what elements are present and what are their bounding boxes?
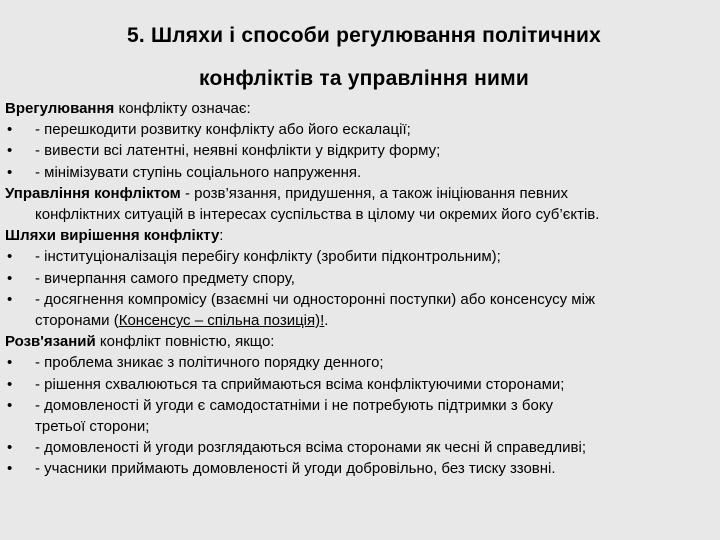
list-item bbox=[5, 352, 715, 373]
list-item-text: - вивести всі латентні, неявні конфлікти у відкриту форму; bbox=[35, 142, 441, 160]
list-item-text: - перешкодити розвитку конфлікту або його ескалації; bbox=[35, 121, 411, 139]
term-resolution-ways: Шляхи вирішення конфлікту bbox=[5, 227, 220, 245]
term-resolved: Розв'язаний bbox=[5, 333, 96, 351]
bullet-icon: • bbox=[7, 142, 13, 160]
list-item bbox=[5, 162, 715, 183]
section-management-heading bbox=[5, 183, 715, 204]
slide-body bbox=[5, 98, 715, 480]
bullet-icon: • bbox=[7, 121, 13, 139]
section-management-continuation: конфліктних ситуацій в інтересах суспільства в цілому чи окремих його суб’єктів. bbox=[35, 206, 600, 224]
bullet-icon: • bbox=[7, 396, 13, 414]
list-item-text: - вичерпання самого предмету спору, bbox=[35, 269, 295, 287]
list-item-text: - інституціоналізація перебігу конфлікту (зробити підконтрольним); bbox=[35, 248, 501, 266]
list-item-text: - мінімізувати ступінь соціального напруження. bbox=[35, 163, 362, 181]
list-item bbox=[5, 437, 715, 458]
list-item bbox=[5, 374, 715, 395]
section-settlement-heading bbox=[5, 98, 715, 119]
term-management: Управління конфліктом bbox=[5, 184, 181, 202]
list-item bbox=[5, 140, 715, 161]
bullet-icon: • bbox=[7, 290, 13, 308]
list-item bbox=[5, 395, 715, 437]
section-resolved-text: конфлікт повністю, якщо: bbox=[95, 333, 275, 351]
list-item bbox=[5, 119, 715, 140]
section-resolution-ways-colon: : bbox=[219, 227, 224, 245]
list-item-text: - проблема зникає з політичного порядку денного; bbox=[35, 354, 384, 372]
list-item bbox=[5, 458, 715, 479]
list-item-text: - учасники приймають домовленості й угоди добровільно, без тиску ззовні. bbox=[35, 460, 556, 478]
list-item-continuation: третьої сторони; bbox=[35, 418, 150, 436]
list-item-continuation bbox=[35, 310, 715, 331]
list-item bbox=[5, 246, 715, 267]
bullet-icon: • bbox=[7, 460, 13, 478]
slide-title-line-1: 5. Шляхи і способи регулювання політичних bbox=[127, 24, 601, 47]
list-item-text: - домовленості й угоди розглядаються всіма сторонами як чесні й справедливі; bbox=[35, 439, 587, 457]
section-management-text: - розв’язання, придушення, а також ініціювання певних bbox=[180, 184, 569, 202]
bullet-icon: • bbox=[7, 269, 13, 287]
list-item bbox=[5, 289, 715, 331]
slide-title-line-2: конфліктів та управління ними bbox=[199, 67, 529, 90]
term-settlement: Врегулювання bbox=[5, 100, 115, 117]
bullet-icon: • bbox=[7, 248, 13, 266]
bullet-icon: • bbox=[7, 439, 13, 457]
list-item-text: - досягнення компромісу (взаємні чи односторонні поступки) або консенсусу між bbox=[35, 290, 595, 308]
bullet-icon: • bbox=[7, 354, 13, 372]
section-resolved-heading bbox=[5, 331, 715, 352]
list-item-text: - рішення схвалюються та сприймаються всіма конфліктуючими сторонами; bbox=[35, 375, 565, 393]
bullet-icon: • bbox=[7, 375, 13, 393]
list-item bbox=[5, 268, 715, 289]
section-resolution-ways-heading bbox=[5, 225, 715, 246]
list-item-text-prefix: сторонами ( bbox=[35, 312, 119, 330]
bullet-icon: • bbox=[7, 163, 13, 181]
section-settlement-text: конфлікту означає: bbox=[114, 100, 251, 117]
list-item-text: - домовленості й угоди є самодостатніми і не потребують підтримки з боку bbox=[35, 396, 554, 414]
list-item-text-suffix: . bbox=[324, 312, 329, 330]
consensus-note: Консенсус – спільна позиція)! bbox=[118, 312, 325, 330]
